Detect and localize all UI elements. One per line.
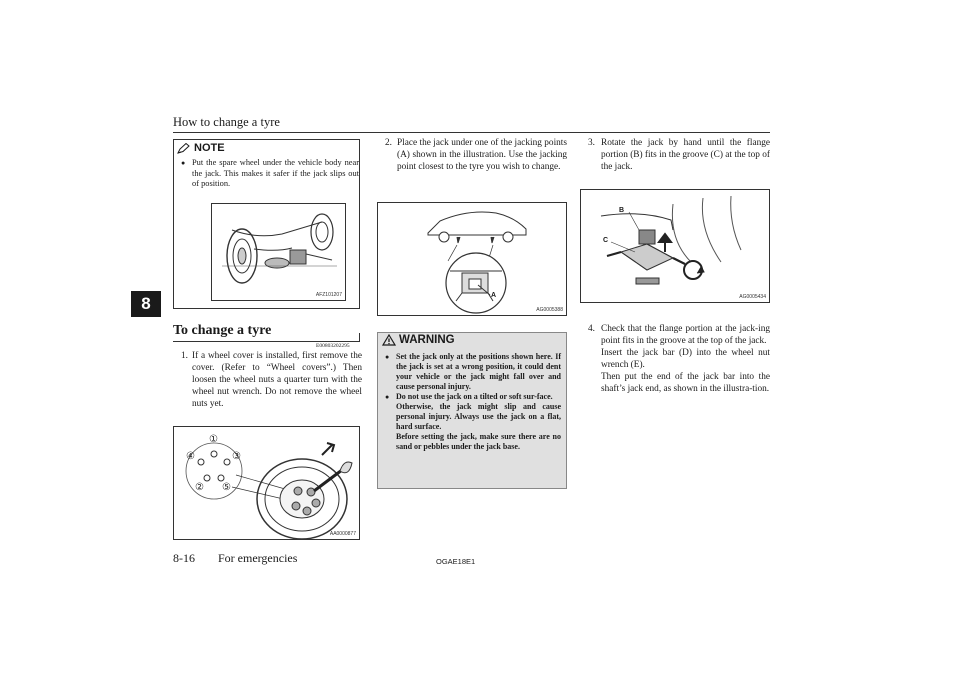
warning-text — [385, 352, 561, 452]
spare-wheel-figure — [211, 203, 346, 301]
document-code: OGAE18E1 — [436, 557, 476, 566]
warning-heading — [382, 334, 455, 346]
step-number: 4. — [588, 324, 595, 334]
warning-triangle-icon — [382, 334, 396, 346]
footer-section: For emergencies — [218, 551, 298, 565]
note-bullet-text: Put the spare wheel under the vehicle body near the jack. This makes it safer if the jack slips out of position. — [192, 158, 359, 188]
step-4-text — [601, 323, 770, 396]
nut-label-2: ② — [195, 482, 204, 493]
jacking-point-illustration — [378, 203, 567, 316]
nut-label-3: ③ — [232, 451, 241, 462]
label-b: B — [619, 207, 625, 214]
step-2-text: Place the jack under one of the jacking points (A) shown in the illustration. Use the jacking point closest to the tyre you wish to change. — [397, 138, 567, 173]
note-text — [181, 158, 359, 190]
warning-bullet-2a: Do not use the jack on a tilted or soft sur-face. — [396, 392, 553, 401]
header-rule — [173, 132, 770, 133]
warning-label: WARNING — [399, 334, 455, 346]
label-c: C — [603, 237, 609, 244]
spare-wheel-illustration — [212, 204, 346, 301]
note-box — [173, 139, 360, 309]
section-code: E00803202295 — [316, 343, 350, 349]
note-label: NOTE — [194, 142, 225, 154]
step-number: 3. — [588, 138, 595, 148]
warning-bullet-1: Set the jack only at the positions shown here. If the jack is set at a wrong position, it could dent your vehicle or the jack might fall over and cause personal injury. — [396, 352, 561, 391]
step-number: 1. — [181, 351, 188, 361]
bullet-icon: ● — [385, 354, 390, 361]
nut-label-4: ④ — [186, 451, 195, 462]
bullet-icon: ● — [385, 394, 390, 401]
nut-label-5: ⑤ — [222, 482, 231, 493]
step-4-text-2: Insert the jack bar (D) into the wheel nut wrench (E). — [601, 348, 770, 371]
page-number: 8-16 — [173, 551, 195, 565]
warning-box — [377, 332, 567, 489]
jacking-point-figure — [377, 202, 567, 316]
running-header: How to change a tyre — [173, 115, 280, 129]
note-heading — [177, 142, 225, 154]
figure-code: AA0000877 — [329, 531, 356, 537]
step-4-text-3: Then put the end of the jack bar into the shaft’s jack end, as shown in the illustra-tion. — [601, 372, 770, 395]
section-rule-tick — [359, 333, 360, 342]
figure-code: AG0005388 — [536, 307, 563, 313]
step-number: 2. — [385, 138, 392, 148]
figure-code: AFZ101207 — [315, 292, 342, 298]
step-3-text: Rotate the jack by hand until the flange portion (B) fits in the groove (C) at the top of the jack. — [601, 138, 770, 173]
wheel-nut-figure — [173, 426, 360, 540]
section-rule — [173, 341, 360, 342]
warning-bullet-2b: Otherwise, the jack might slip and cause personal injury. Always use the jack on a flat, hard surface. — [396, 402, 561, 431]
chapter-tab: 8 — [131, 291, 161, 317]
step-1-text: If a wheel cover is installed, first remove the cover. (Refer to “Wheel covers”.) Then loosen the wheel nuts a quarter turn with the wheel nut wrench. Do not remove the wheel nuts yet. — [192, 351, 362, 410]
nut-label-1: ① — [209, 434, 218, 445]
warning-bullet-2c: Before setting the jack, make sure there are no sand or pebbles under the jack base. — [396, 432, 561, 451]
step-4-text-1: Check that the flange portion at the jack-ing point fits in the groove at the top of the jack. — [601, 324, 770, 347]
figure-code: AG0005434 — [739, 294, 766, 300]
section-title: To change a tyre — [173, 323, 272, 338]
jack-illustration — [581, 190, 770, 303]
label-a: A — [491, 292, 497, 299]
note-pencil-icon — [177, 143, 190, 154]
bullet-icon: ● — [181, 160, 186, 167]
jack-figure — [580, 189, 770, 303]
